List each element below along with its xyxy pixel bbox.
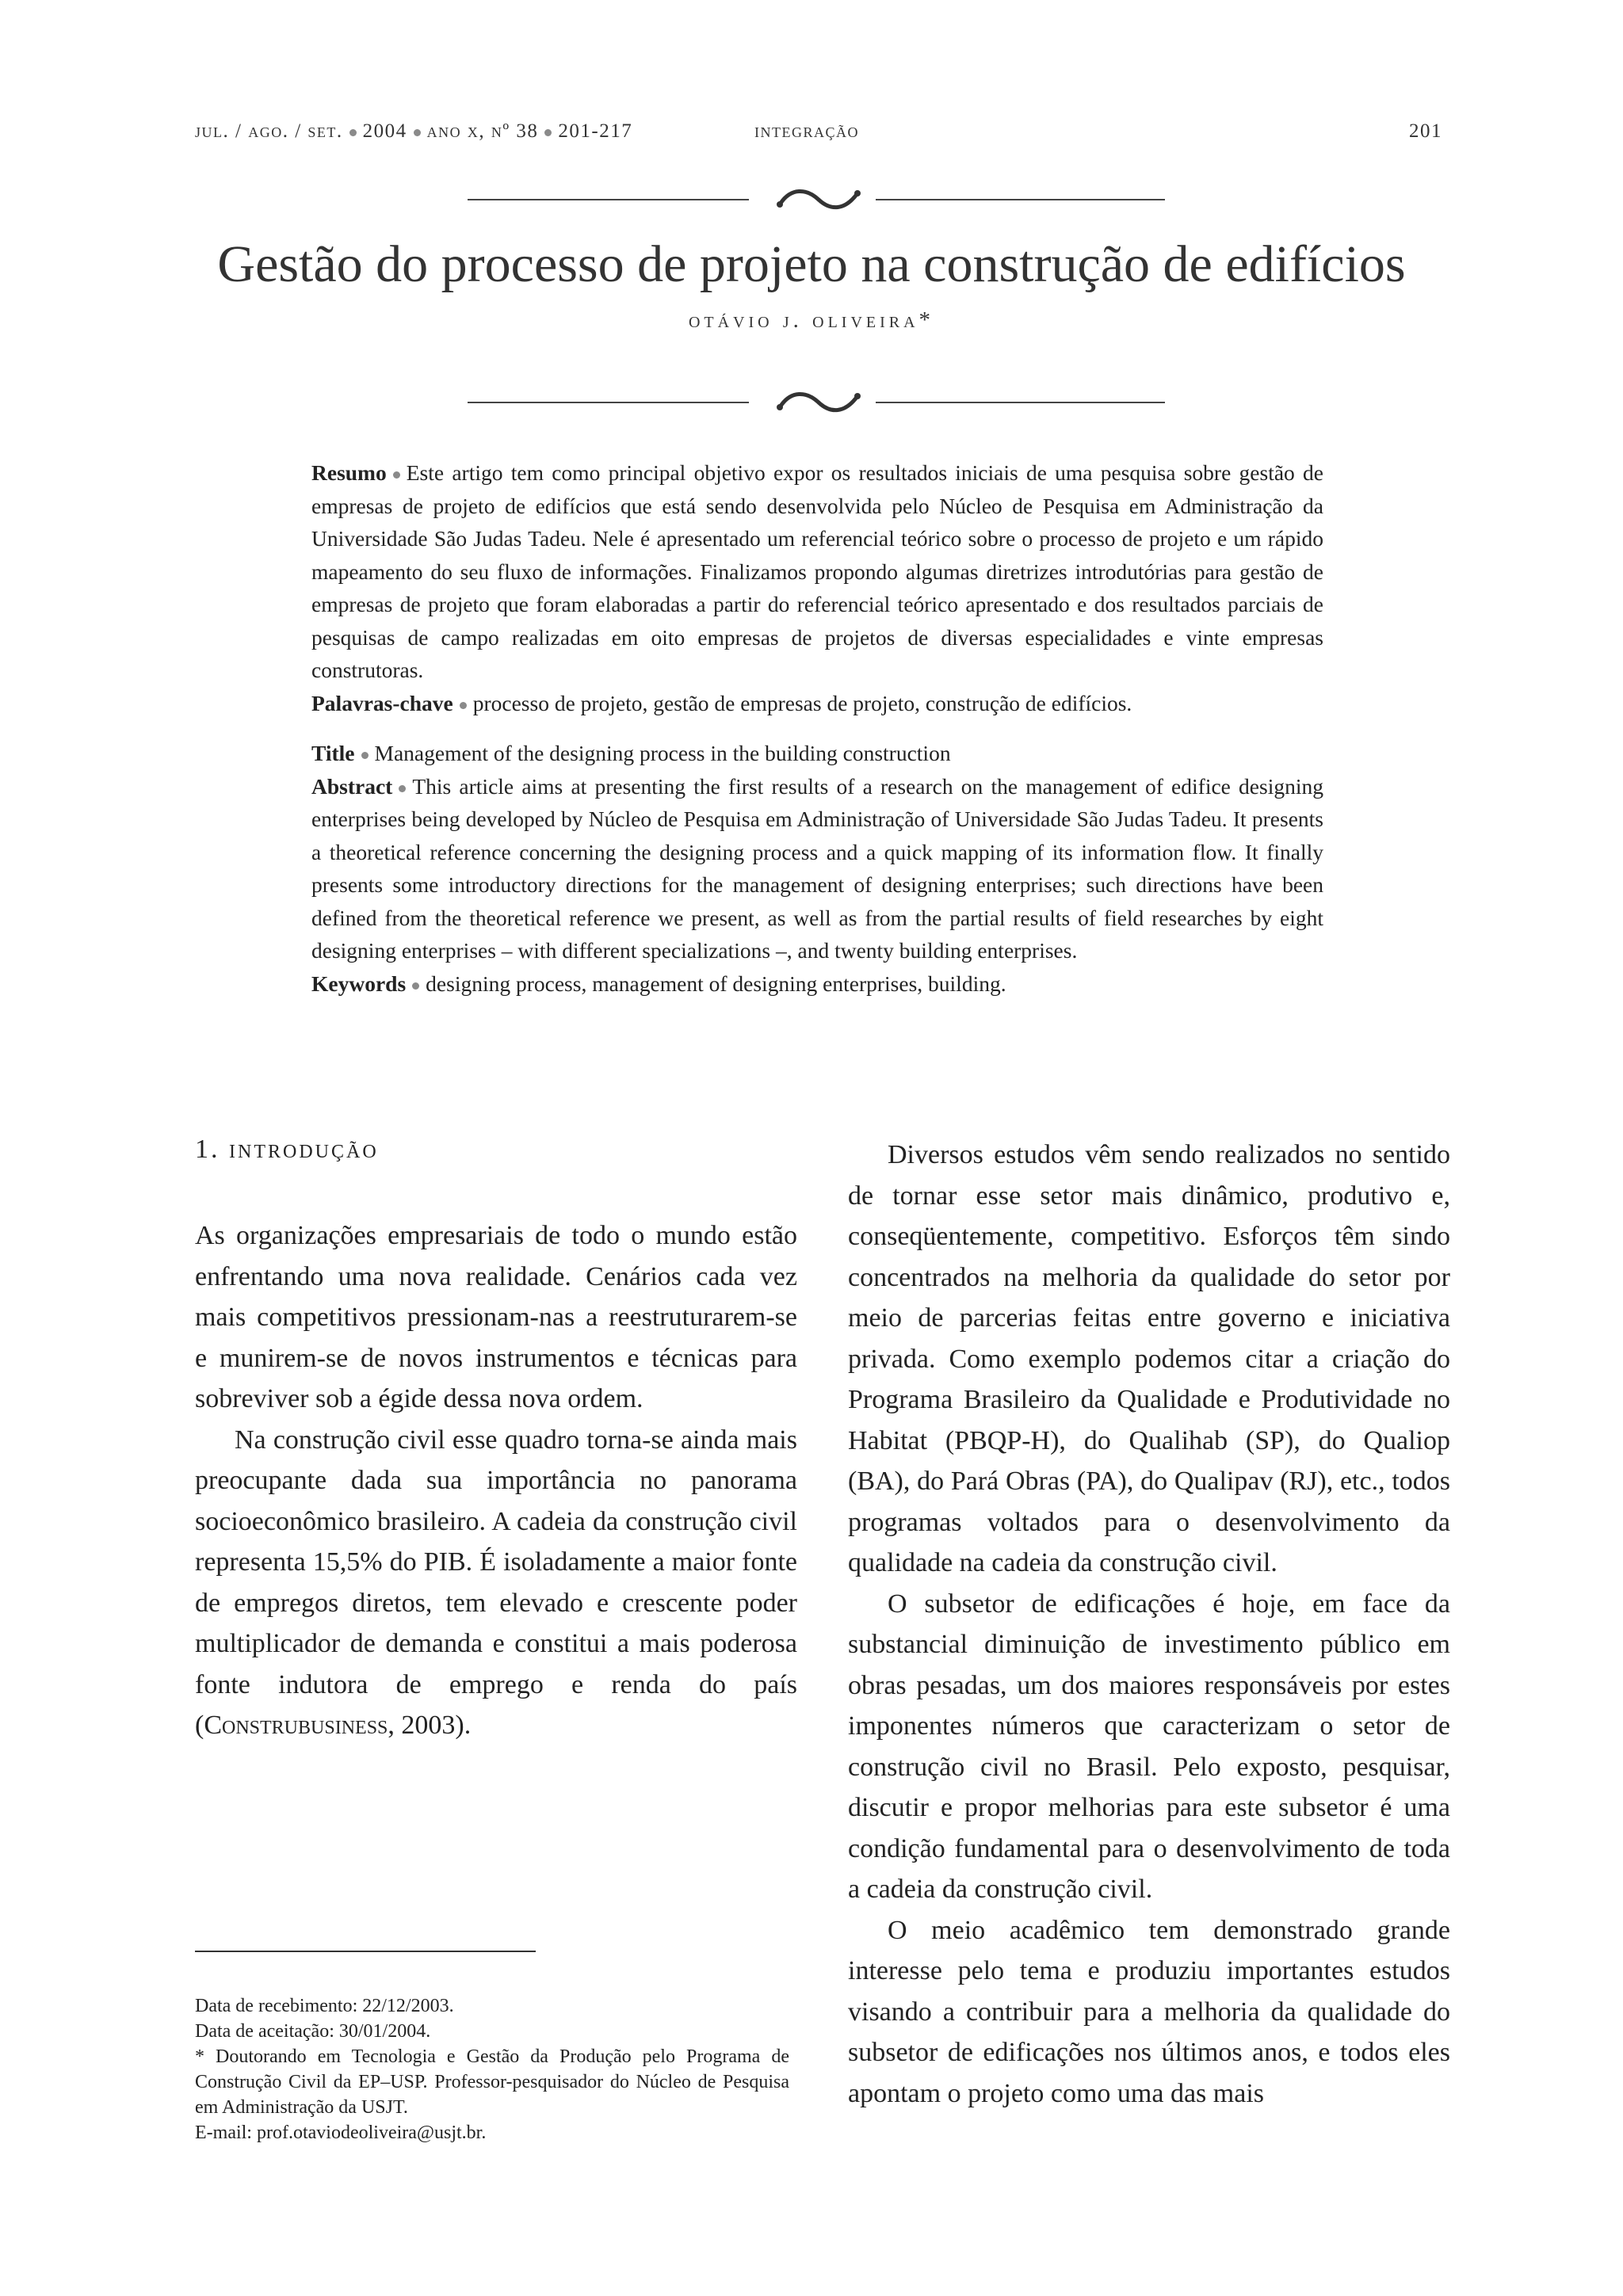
divider-line (876, 402, 1165, 403)
body-paragraph (195, 1420, 797, 1746)
header-section: integração (754, 120, 859, 142)
footnote-author-note: * Doutorando em Tecnologia e Gestão da Produção pelo Programa de Construção Civil da EP–USP. Professor-pesquisador do Núcleo de Pesquisa em Administração da USJT. (195, 2046, 789, 2118)
palavras-chave-text: processo de projeto, gestão de empresas de projeto, construção de edifícios. (472, 690, 1132, 715)
body-paragraph: O meio acadêmico tem demonstrado grande interesse pelo tema e produziu importantes estudos visando a contribuir para a melhoria da qualidade do subsetor de edificações nos últimos anos, e todos eles apontam o projeto como uma das mais (848, 1915, 1450, 2108)
header-year: 2004 (362, 120, 407, 142)
body-paragraph: O subsetor de edificações é hoje, em face da substancial diminuição de investimento público em obras pesadas, um dos maiores responsáveis por estes imponentes números que caracterizam o setor de construção civil no Brasil. Pelo exposto, pesquisar, discutir e propor melhorias para este subsetor é uma condição fundamental para o desenvolvimento de toda a cadeia da construção civil. (848, 1589, 1450, 1904)
bullet-icon (460, 702, 467, 709)
footnote-received: Data de recebimento: 22/12/2003. (195, 1996, 454, 2016)
keywords-text: designing process, management of designing enterprises, building. (426, 971, 1006, 996)
running-header (195, 120, 1442, 152)
swash-ornament-icon (775, 184, 862, 215)
divider-line (876, 199, 1165, 200)
abstract-english (311, 737, 1323, 1000)
english-title-paragraph (311, 737, 1323, 770)
header-pages: 201-217 (558, 120, 633, 142)
footnote-rule (195, 1951, 536, 1952)
abstract-portuguese (311, 456, 1323, 719)
footnotes (195, 1993, 789, 2145)
footnote-accepted: Data de aceitação: 30/01/2004. (195, 2021, 431, 2042)
footnote-email: E-mail: prof.otaviodeoliveira@usjt.br. (195, 2122, 487, 2143)
english-title-label: Title (311, 741, 355, 765)
body-text: , 2003). (388, 1711, 472, 1740)
bullet-icon (349, 129, 357, 136)
divider-line (468, 199, 749, 200)
abstract-text: This article aims at presenting the first results of a research on the management of edifice designing enterprises being developed by Núcleo de Pesquisa em Administração of Universidade São Judas Tadeu. It presents a theoretical reference concerning the designing process and a quick mapping of its information flow. It finally presents some introductory directions for the management of designing enterprises; such directions have been defined from the theoretical reference we present, as well as from the partial results of field researches by eight designing enterprises – with different specializations –, and twenty building enterprises. (311, 773, 1323, 963)
bullet-icon (414, 129, 421, 136)
resumo-label: Resumo (311, 460, 387, 485)
bullet-icon (544, 129, 552, 136)
citation: Construbusiness (204, 1711, 388, 1740)
ornament-divider-top (468, 184, 1165, 215)
article-title: Gestão do processo de projeto na construção de edifícios (217, 235, 1406, 293)
bullet-icon (399, 785, 406, 792)
swash-ornament-icon (775, 387, 862, 418)
right-column (848, 1135, 1450, 2114)
resumo-paragraph (311, 456, 1323, 687)
header-date: jul. / ago. / set. (195, 120, 343, 142)
ornament-divider-bottom (468, 387, 1165, 418)
header-volume: ano x, nº 38 (426, 120, 539, 142)
body-paragraph: As organizações empresariais de todo o mundo estão enfrentando uma nova realidade. Cenários cada vez mais competitivos pressionam-nas a reestruturarem-se e munirem-se de novos instrumentos e técnicas para sobreviver sob a égide dessa nova ordem. (195, 1221, 797, 1413)
section-heading-introducao: 1. introdução (195, 1135, 379, 1164)
resumo-text: Este artigo tem como principal objetivo expor os resultados iniciais de uma pesquisa sobre gestão de empresas de projeto de edifícios que está sendo desenvolvida pelo Núcleo de Pesquisa em Administração da Universidade São Judas Tadeu. Nele é apresentado um referencial teórico sobre o processo de projeto e um rápido mapeamento do seu fluxo de informações. Finalizamos propondo algumas diretrizes introdutórias para gestão de empresas de projeto que foram elaboradas a partir do referencial teórico apresentado e dos resultados parciais de pesquisas de campo realizadas em oito empresas de projetos de diversas especialidades e vinte empresas construtoras. (311, 460, 1323, 682)
article-author: otávio j. oliveira* (688, 307, 935, 333)
keywords-label: Keywords (311, 971, 407, 996)
abstract-label: Abstract (311, 773, 393, 799)
keywords-paragraph (311, 967, 1323, 1001)
body-paragraph: Diversos estudos vêm sendo realizados no sentido de tornar esse setor mais dinâmico, produtivo e, conseqüentemente, competitivo. Esforços têm sindo concentrados na melhoria da qualidade do setor por meio de parcerias feitas entre governo e iniciativa privada. Como exemplo podemos citar a criação do Programa Brasileiro da Qualidade e Produtividade no Habitat (PBQP-H), do Qualihab (SP), do Qualiop (BA), do Pará Obras (PA), do Qualipav (RJ), etc., todos programas voltados para o desenvolvimento da qualidade na cadeia da construção civil. (848, 1140, 1450, 1577)
left-column (195, 1215, 797, 1746)
palavras-chave-label: Palavras-chave (311, 690, 453, 715)
divider-line (468, 402, 749, 403)
palavras-chave-paragraph (311, 687, 1323, 720)
english-title-text: Management of the designing process in the building construction (374, 741, 951, 765)
page-number: 201 (1409, 120, 1442, 142)
abstract-paragraph (311, 770, 1323, 967)
body-text: Na construção civil esse quadro torna-se ainda mais preocupante dada sua importância no panorama socioeconômico brasileiro. A cadeia da construção civil representa 15,5% do PIB. É isoladamente a maior fonte de empregos diretos, tem elevado e crescente poder multiplicador de demanda e constitui a mais poderosa fonte indutora de emprego e renda do país ( (195, 1425, 797, 1740)
bullet-icon (412, 982, 419, 990)
bullet-icon (393, 471, 400, 479)
header-issue-info (195, 120, 632, 143)
bullet-icon (361, 752, 369, 759)
